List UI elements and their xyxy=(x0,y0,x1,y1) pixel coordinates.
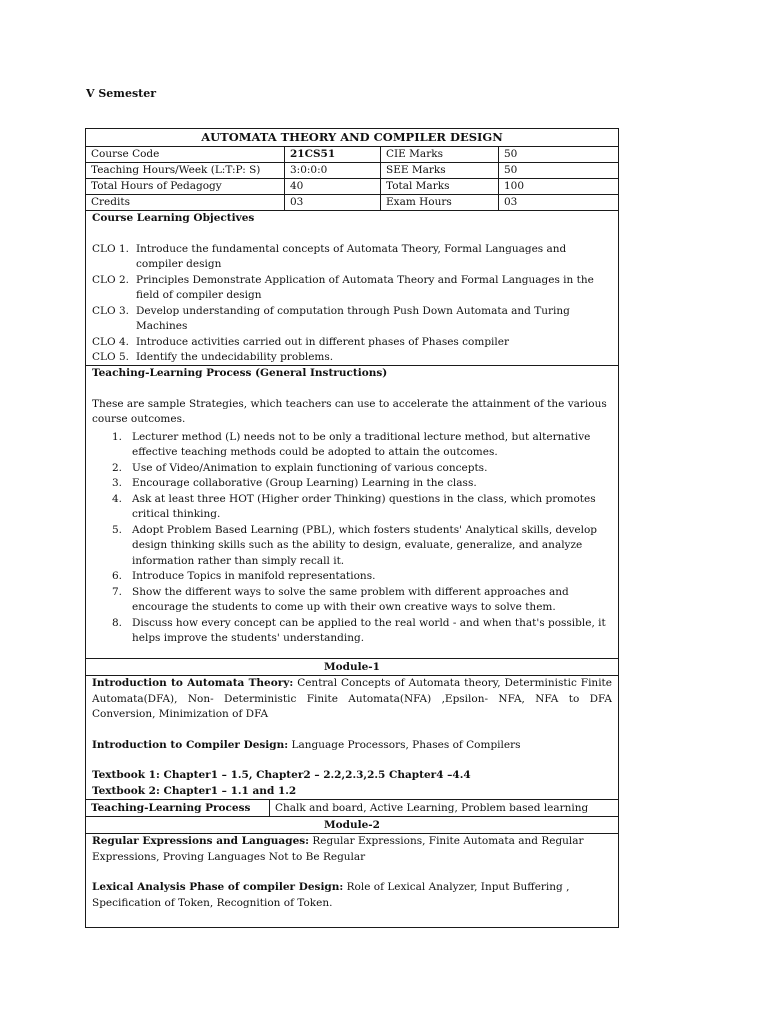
info-label: Course Code xyxy=(91,148,160,160)
item-number: 8. xyxy=(112,616,123,629)
module-1-content xyxy=(86,676,618,800)
textbook-2-reference: Textbook 2: Chapter1 – 1.1 and 1.2 xyxy=(92,784,297,797)
item-text: Use of Video/Animation to explain functioning of various concepts. xyxy=(132,461,488,474)
topic-text: Language Processors, Phases of Compilers xyxy=(288,738,521,751)
course-title-row xyxy=(86,129,618,147)
teaching-item xyxy=(92,492,612,523)
info-value: 21CS51 xyxy=(284,147,380,162)
info-value: 3:0:0:0 xyxy=(284,163,380,178)
info-label: Total Hours of Pedagogy xyxy=(91,180,222,192)
objective-text: Introduce activities carried out in different phases of Phases compiler xyxy=(136,335,509,348)
objective-item xyxy=(92,304,612,335)
module-1-title-row xyxy=(86,659,618,676)
objective-number: CLO 1. xyxy=(92,242,129,255)
objective-text: Introduce the fundamental concepts of Automata Theory, Formal Languages and compiler design xyxy=(136,242,567,270)
module-1-tlp-row xyxy=(86,800,618,817)
item-number: 5. xyxy=(112,523,123,536)
course-title: AUTOMATA THEORY AND COMPILER DESIGN xyxy=(201,130,503,144)
item-text: Introduce Topics in manifold representations. xyxy=(132,570,376,582)
teaching-heading: Teaching-Learning Process (General Instructions) xyxy=(92,367,388,379)
objectives-section xyxy=(86,211,618,366)
item-text: Encourage collaborative (Group Learning) Learning in the class. xyxy=(132,477,477,489)
module-1-title: Module-1 xyxy=(324,661,380,673)
teaching-item xyxy=(92,476,612,492)
info-row xyxy=(86,147,618,163)
module-2-paragraph-1 xyxy=(92,834,612,865)
module-2-paragraph-2 xyxy=(92,880,612,911)
teaching-item xyxy=(92,461,612,477)
semester-label: V Semester xyxy=(86,87,157,100)
info-label-2: Exam Hours xyxy=(380,195,498,210)
item-number: 6. xyxy=(112,570,123,582)
item-number: 1. xyxy=(112,430,123,443)
objective-text: Develop understanding of computation through Push Down Automata and Turing Machines xyxy=(136,304,570,332)
topic-heading: Introduction to Compiler Design: xyxy=(92,738,289,751)
teaching-item xyxy=(92,523,612,570)
teaching-item xyxy=(92,569,612,585)
teaching-section xyxy=(86,366,618,659)
teaching-list xyxy=(92,430,612,647)
item-number: 7. xyxy=(112,585,123,598)
item-number: 2. xyxy=(112,461,123,474)
objective-number: CLO 2. xyxy=(92,273,129,286)
item-text: Lecturer method (L) needs not to be only a traditional lecture method, but alternative effective teaching methods could be adopted to attain the outcomes. xyxy=(132,430,591,458)
module-1-paragraph-1 xyxy=(92,676,612,723)
info-label-2: CIE Marks xyxy=(380,147,498,162)
teaching-item xyxy=(92,585,612,616)
tlp-value: Chalk and board, Active Learning, Problem based learning xyxy=(269,800,618,816)
tlp-label: Teaching-Learning Process xyxy=(91,802,251,814)
info-value-2: 50 xyxy=(498,147,618,162)
info-label: Teaching Hours/Week (L:T:P: S) xyxy=(91,164,261,176)
info-value-2: 50 xyxy=(498,163,618,178)
module-2-title: Module-2 xyxy=(324,819,380,831)
objective-number: CLO 5. xyxy=(92,351,129,363)
objective-item xyxy=(92,242,612,273)
topic-heading: Regular Expressions and Languages: xyxy=(92,835,310,847)
topic-heading: Lexical Analysis Phase of compiler Design: xyxy=(92,881,344,893)
item-number: 4. xyxy=(112,492,123,505)
topic-text: Role of Lexical Analyzer, Input Buffering , Specification of Token, Recognition of Token. xyxy=(92,881,570,909)
info-row xyxy=(86,163,618,179)
info-label-2: Total Marks xyxy=(380,179,498,194)
objective-text: Principles Demonstrate Application of Automata Theory and Formal Languages in the field of compiler design xyxy=(136,273,594,301)
module-2-content xyxy=(86,834,618,911)
info-value: 03 xyxy=(284,195,380,210)
objective-item xyxy=(92,350,612,366)
info-value-2: 03 xyxy=(498,195,618,210)
info-value: 40 xyxy=(284,179,380,194)
objective-item xyxy=(92,273,612,304)
info-value-2: 100 xyxy=(498,179,618,194)
item-text: Adopt Problem Based Learning (PBL), which fosters students' Analytical skills, develop design thinking skills such as the ability to design, evaluate, generalize, and analyze information rather than simply recall it. xyxy=(132,523,598,567)
item-text: Show the different ways to solve the same problem with different approaches and encourage the students to come up with their own creative ways to solve them. xyxy=(132,585,569,613)
objectives-list xyxy=(92,242,612,366)
topic-text: Central Concepts of Automata theory, Deterministic Finite Automata(DFA), Non- Deterministic Finite Automata(NFA) ,Epsilon- NFA, NFA to DFA Conversion, Minimization of DFA xyxy=(92,677,612,720)
objectives-heading: Course Learning Objectives xyxy=(92,212,255,224)
topic-heading: Introduction to Automata Theory: xyxy=(92,677,294,689)
objective-item xyxy=(92,335,612,351)
module-2-title-row xyxy=(86,817,618,834)
info-row xyxy=(86,195,618,211)
teaching-item xyxy=(92,430,612,461)
teaching-item xyxy=(92,616,612,647)
module-1-paragraph-2 xyxy=(92,738,612,754)
topic-text: Regular Expressions, Finite Automata and Regular Expressions, Proving Languages Not to Be Regular xyxy=(92,835,584,863)
textbook-1-reference: Textbook 1: Chapter1 – 1.5, Chapter2 – 2.2,2.3,2.5 Chapter4 –4.4 xyxy=(92,769,471,781)
info-label-2: SEE Marks xyxy=(380,163,498,178)
objective-text: Identify the undecidability problems. xyxy=(136,351,334,363)
info-label: Credits xyxy=(91,196,130,208)
syllabus-table xyxy=(85,128,619,928)
objective-number: CLO 4. xyxy=(92,335,129,348)
teaching-intro: These are sample Strategies, which teachers can use to accelerate the attainment of the various course outcomes. xyxy=(92,397,607,425)
item-number: 3. xyxy=(112,477,123,489)
info-row xyxy=(86,179,618,195)
objective-number: CLO 3. xyxy=(92,304,129,317)
item-text: Ask at least three HOT (Higher order Thinking) questions in the class, which promotes critical thinking. xyxy=(132,492,596,520)
item-text: Discuss how every concept can be applied to the real world - and when that's possible, it helps improve the students' understanding. xyxy=(132,616,606,644)
